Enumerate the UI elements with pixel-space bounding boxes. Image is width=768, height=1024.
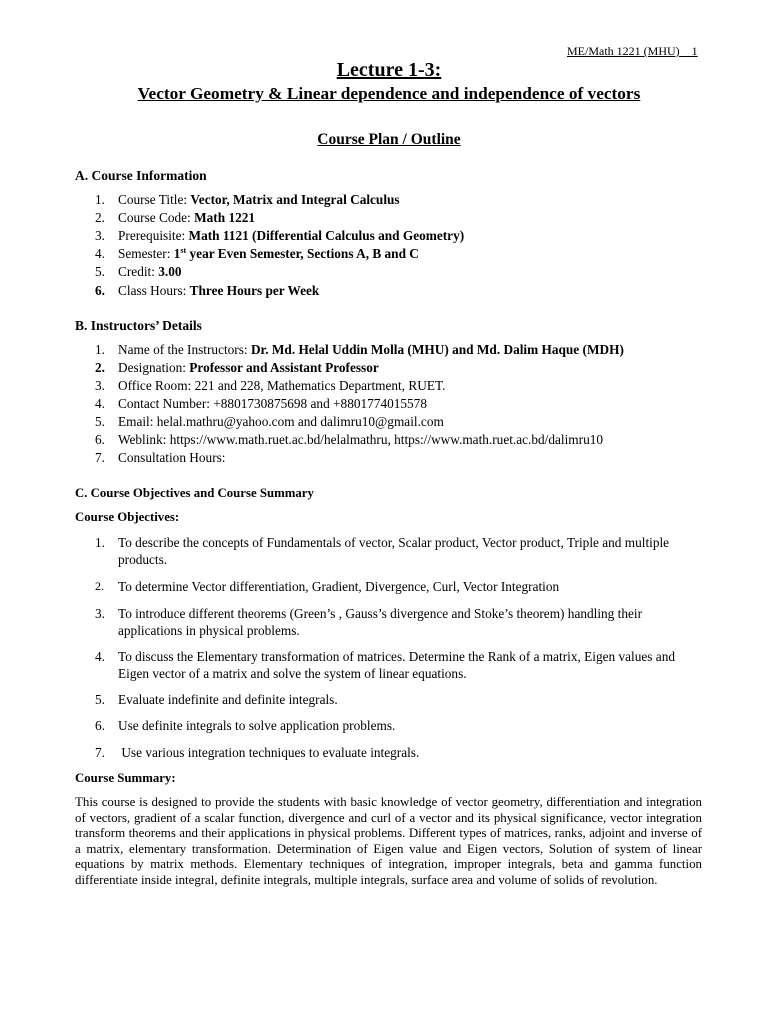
objective-item: To describe the concepts of Fundamentals of vector, Scalar product, Vector product, Triple and multiple products.: [118, 535, 670, 567]
list-item: Designation: Professor and Assistant Professor: [118, 360, 379, 375]
list-number: 1.: [95, 192, 105, 207]
list-item: Contact Number: +8801730875698 and +8801774015578: [118, 396, 427, 411]
summary-heading: Course Summary:: [75, 771, 176, 785]
summary-paragraph: This course is designed to provide the students with basic knowledge of vector geometry, differentiation and integration of vectors, gradient of a scalar function, divergence and curl of a vector and its physical significance, vector integration transform theorems and their applications in physical problems. Different types of matrices, ranks, adjoint and inverse of a matrix, elementary transformation. Determination of Eigen value and Eigen vectors, Solution of system of linear equations by matrix methods. Elementary techniques of integration, improper integrals, beta and gamma function differentiate inside integral, definite integrals, multiple integrals, surface area and volume of solids of revolution.: [75, 795, 702, 887]
list-number: 1.: [95, 342, 105, 357]
list-item: Semester: 1st year Even Semester, Sections A, B and C: [118, 246, 419, 261]
objective-item: To determine Vector differentiation, Gradient, Divergence, Curl, Vector Integration: [118, 579, 560, 594]
list-number: 5.: [95, 264, 105, 279]
list-number: 6.: [95, 432, 105, 447]
list-number: 7.: [95, 450, 105, 465]
objective-item: To introduce different theorems (Green’s , Gauss’s divergence and Stoke’s theorem) handling their applications in physical problems.: [118, 606, 643, 638]
list-number: 2.: [95, 210, 105, 225]
course-plan-heading: Course Plan / Outline: [317, 131, 461, 148]
list-item: Credit: 3.00: [118, 264, 182, 279]
list-number: 1.: [95, 535, 105, 550]
list-item: Consultation Hours:: [118, 450, 226, 465]
list-number: 4.: [95, 396, 105, 411]
lecture-subtitle: Vector Geometry & Linear dependence and independence of vectors: [137, 84, 641, 103]
list-item: Office Room: 221 and 228, Mathematics Department, RUET.: [118, 378, 446, 393]
list-item: Class Hours: Three Hours per Week: [118, 283, 320, 298]
list-number: 4.: [95, 649, 105, 664]
list-item: Email: helal.mathru@yahoo.com and dalimru10@gmail.com: [118, 414, 444, 429]
objectives-heading: Course Objectives:: [75, 510, 180, 524]
section-b-heading: B. Instructors’ Details: [75, 318, 202, 333]
list-number: 6.: [95, 283, 105, 298]
objective-item: To discuss the Elementary transformation of matrices. Determine the Rank of a matrix, Eigen values and Eigen vector of a matrix and solve the system of linear equations.: [118, 649, 675, 681]
objective-item: Evaluate indefinite and definite integrals.: [118, 692, 338, 707]
list-number: 3.: [95, 228, 105, 243]
page-header: ME/Math 1221 (MHU) 1: [567, 44, 698, 58]
list-number: 7.: [95, 745, 105, 760]
list-number: 2.: [95, 360, 105, 375]
list-number: 4.: [95, 246, 105, 261]
list-number: 6.: [95, 718, 105, 733]
list-number: 2.: [95, 579, 104, 593]
section-a-heading: A. Course Information: [75, 168, 207, 183]
lecture-title: Lecture 1-3:: [336, 59, 442, 81]
list-item: Name of the Instructors: Dr. Md. Helal Uddin Molla (MHU) and Md. Dalim Haque (MDH): [118, 342, 624, 357]
list-item: Prerequisite: Math 1121 (Differential Calculus and Geometry): [118, 228, 465, 243]
list-item: Weblink: https://www.math.ruet.ac.bd/helalmathru, https://www.math.ruet.ac.bd/dalimru10: [118, 432, 604, 447]
list-item: Course Code: Math 1221: [118, 210, 256, 225]
list-number: 5.: [95, 692, 105, 707]
section-c-heading: C. Course Objectives and Course Summary: [75, 486, 314, 500]
list-item: Course Title: Vector, Matrix and Integral Calculus: [118, 192, 400, 207]
objective-item: Use various integration techniques to evaluate integrals.: [118, 745, 420, 760]
list-number: 3.: [95, 378, 105, 393]
list-number: 3.: [95, 606, 105, 621]
objective-item: Use definite integrals to solve application problems.: [118, 718, 396, 733]
list-number: 5.: [95, 414, 105, 429]
